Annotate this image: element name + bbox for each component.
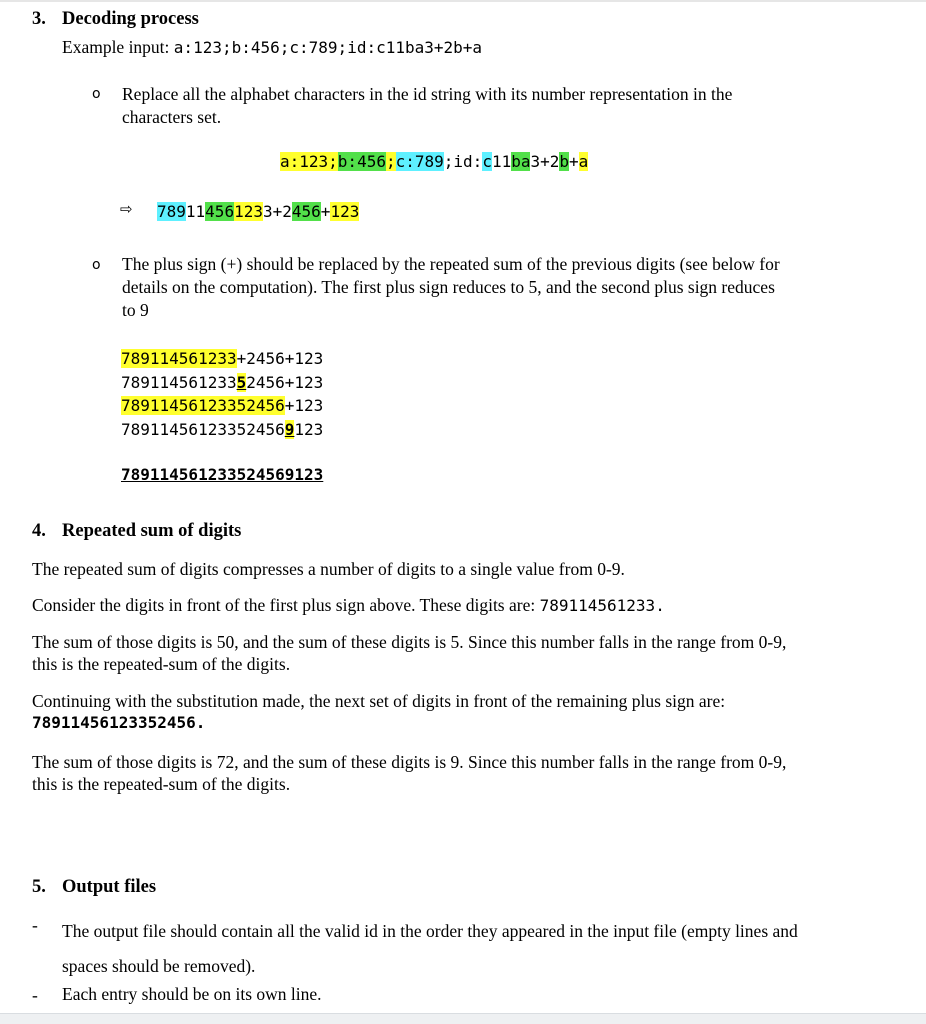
bullet-circle-1: o <box>92 86 101 102</box>
step-4-a: 78911456123352456 <box>121 419 285 439</box>
section-4-p1: The repeated sum of digits compresses a number of digits to a single value from 0-9. <box>32 559 625 579</box>
section-4-p2-text: Consider the digits in front of the first plus sign above. These digits are: <box>32 595 536 615</box>
step-1 <box>121 347 323 371</box>
res-123b: 123 <box>330 202 360 221</box>
hl-id-b: b <box>559 152 570 171</box>
section-4-p3-line-1: The sum of those digits is 50, and the sum of these digits is 5. Since this number falls in the range from 0-9, <box>32 632 787 652</box>
bullet-circle-2: o <box>92 257 101 273</box>
res-789: 789 <box>157 202 186 221</box>
hl-id-ba: ba <box>511 152 531 171</box>
res-123: 123 <box>234 202 263 221</box>
step-1-highlight: 789114561233 <box>121 349 237 368</box>
step-2-b: 2456+123 <box>246 372 324 392</box>
section-5-bullet-1 <box>62 914 798 984</box>
step-2-a: 789114561233 <box>121 372 237 392</box>
section-5-dash-2: - <box>32 985 38 1005</box>
section-4-title: Repeated sum of digits <box>62 521 242 541</box>
section-5-dash-1: - <box>32 915 38 935</box>
section-4-p2-code: 789114561233. <box>539 596 665 615</box>
step-3-highlight: 78911456123352456 <box>121 396 285 415</box>
section-4-heading <box>32 521 241 542</box>
example-input <box>62 37 482 58</box>
bullet-2-text <box>122 253 780 322</box>
step-3-rest: +123 <box>284 396 324 415</box>
example-label: Example input: <box>62 37 170 57</box>
section-4-number: 4. <box>32 521 46 541</box>
arrow-icon: ⇨ <box>120 200 133 218</box>
hl-id-c: c <box>482 152 492 171</box>
hl-id-11: 11 <box>491 152 512 171</box>
top-border <box>0 0 926 2</box>
highlighted-id-line <box>280 152 588 171</box>
section-4-p4-line-1: Continuing with the substitution made, the next set of digits in front of the remaining plus sign are: <box>32 691 726 711</box>
result-line <box>157 202 359 221</box>
hl-id-plus: + <box>569 152 579 171</box>
hl-b: b:456 <box>337 152 386 171</box>
steps-block <box>121 347 323 441</box>
step-2-sum: 5 <box>236 372 247 392</box>
bullet-2-line-1: The plus sign (+) should be replaced by the repeated sum of the previous digits (see below for <box>122 254 780 274</box>
step-3 <box>121 394 323 418</box>
section-3-heading <box>32 9 199 30</box>
res-11: 11 <box>185 202 206 221</box>
final-result: 789114561233524569123 <box>121 465 324 484</box>
bullet-1-line-1: Replace all the alphabet characters in the id string with its number representation in the <box>122 84 733 104</box>
step-1-rest: +2456+123 <box>236 349 324 368</box>
section-3-number: 3. <box>32 9 46 29</box>
step-4-b: 123 <box>294 419 324 439</box>
section-5-heading <box>32 877 156 898</box>
res-3plus2: 3+2 <box>262 202 292 221</box>
hl-c: c:789 <box>395 152 444 171</box>
res-456: 456 <box>205 202 235 221</box>
section-4-p4 <box>32 690 904 734</box>
section-3-title: Decoding process <box>62 9 199 29</box>
section-4-p5 <box>32 751 904 795</box>
bullet-2-line-3: to 9 <box>122 300 149 320</box>
hl-id-a: a <box>578 152 589 171</box>
step-4-sum: 9 <box>284 419 295 439</box>
bullet-2-line-2: details on the computation). The first plus sign reduces to 5, and the second plus sign reduces <box>122 277 775 297</box>
hl-id-3plus2: 3+2 <box>530 152 560 171</box>
hl-a: a:123; <box>280 152 338 171</box>
step-4 <box>121 418 323 442</box>
res-plus: + <box>320 202 331 221</box>
section-5-bullet-1-line-2: spaces should be removed). <box>62 956 256 976</box>
hl-id-label: ;id: <box>443 152 483 171</box>
section-5-bullet-1-line-1: The output file should contain all the valid id in the order they appeared in the input file (empty lines and <box>62 921 798 941</box>
section-5-number: 5. <box>32 877 46 897</box>
step-2 <box>121 371 323 395</box>
section-4-p5-line-1: The sum of those digits is 72, and the sum of these digits is 9. Since this number falls in the range from 0-9, <box>32 752 787 772</box>
section-5-bullet-2: Each entry should be on its own line. <box>62 984 322 1004</box>
bullet-1-text <box>122 83 732 129</box>
section-4-p3-line-2: this is the repeated-sum of the digits. <box>32 654 291 674</box>
section-4-p5-line-2: this is the repeated-sum of the digits. <box>32 774 291 794</box>
res-456b: 456 <box>291 202 321 221</box>
section-4-p4-code: 78911456123352456. <box>32 713 206 732</box>
bottom-scrollbar[interactable] <box>0 1013 926 1024</box>
bullet-1-line-2: characters set. <box>122 107 222 127</box>
section-4-p2 <box>32 594 904 617</box>
section-5-title: Output files <box>62 877 157 897</box>
example-value: a:123;b:456;c:789;id:c11ba3+2b+a <box>173 38 483 57</box>
hl-sep: ; <box>385 152 396 171</box>
section-4-p3 <box>32 631 904 675</box>
